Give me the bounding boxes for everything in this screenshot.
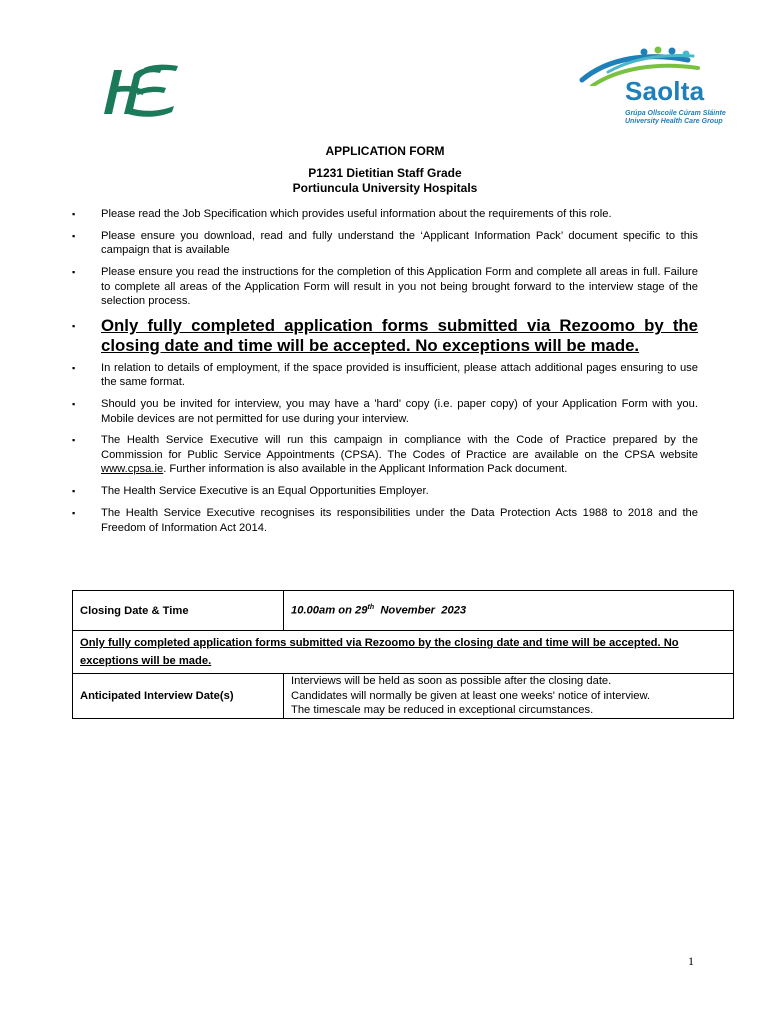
list-item: ▪ Please ensure you read the instructions for the completion of this Application Form and complete all areas in full. Failure to complete all areas of the Application Form will result in you not being brought forward to the interview stage of the selection process.	[72, 266, 698, 308]
closing-notice: Only fully completed application forms submitted via Rezoomo by the closing date and time will be accepted. No exceptions will be made.	[73, 631, 734, 674]
saolta-english-tagline: University Health Care Group	[625, 118, 723, 125]
bullet-square-icon: ▪	[72, 398, 76, 409]
interview-date-value: Interviews will be held as soon as possible after the closing date. Candidates will normally be given at least one weeks' notice of interview. The timescale may be reduced in exceptional circumstances.	[284, 674, 734, 719]
list-item: ▪ Should you be invited for interview, you may have a 'hard' copy (i.e. paper copy) of your Application Form with you. Mobile devices are not permitted for use during your interview.	[72, 397, 698, 425]
bullet-square-icon: ▪	[72, 209, 76, 219]
table-row	[73, 674, 734, 719]
saolta-logo	[578, 46, 738, 130]
list-item: ▪ The Health Service Executive is an Equal Opportunities Employer.	[72, 485, 429, 498]
closing-date-label: Closing Date & Time	[73, 591, 284, 631]
hse-logo	[104, 64, 178, 118]
list-item: ▪ The Health Service Executive will run this campaign in compliance with the Code of Practice prepared by the Commission for Public Service Appointments (CPSA). The Codes of Practice are available on the CPSA website www.cpsa.ie. Further information is also available in the Applicant Information Pack document.	[72, 434, 698, 476]
instructions-list	[72, 207, 698, 542]
bullet-square-icon: ▪	[72, 435, 76, 446]
saolta-irish-tagline: Grúpa Ollscoile Cúram Sláinte	[625, 110, 726, 117]
cpsa-link[interactable]: www.cpsa.ie	[101, 463, 164, 476]
table-row	[73, 631, 734, 674]
list-item: ▪ Please read the Job Specification which provides useful information about the requirements of this role.	[72, 208, 612, 220]
hospital-name: Portiuncula University Hospitals	[292, 181, 478, 195]
page-number: 1	[688, 954, 694, 968]
bullet-square-icon: ▪	[72, 486, 76, 497]
post-title: P1231 Dietitian Staff Grade	[308, 166, 462, 180]
bullet-square-icon: ▪	[72, 362, 76, 373]
list-item: ▪ Please ensure you download, read and fully understand the ‘Applicant Information Pack’ document specific to this campaign that is available	[72, 229, 698, 257]
list-item-important: ▪ Only fully completed application forms submitted via Rezoomo by the closing date and time will be accepted. No exceptions will be made.	[72, 316, 698, 355]
interview-date-label: Anticipated Interview Date(s)	[73, 674, 284, 719]
list-item: ▪ In relation to details of employment, if the space provided is insufficient, please attach additional pages ensuring to use the same format.	[72, 361, 698, 389]
bullet-square-icon: ▪	[72, 267, 76, 278]
form-title: APPLICATION FORM	[325, 144, 445, 158]
list-item: ▪ The Health Service Executive recognises its responsibilities under the Data Protection Acts 1988 to 2018 and the Freedom of Information Act 2014.	[72, 507, 698, 534]
dates-table	[72, 590, 734, 719]
closing-date-value: 10.00am on 29th November 2023	[284, 591, 734, 631]
table-row	[73, 591, 734, 631]
bullet-square-icon: ▪	[72, 230, 76, 241]
bullet-square-icon: ▪	[72, 508, 76, 519]
saolta-wordmark: Saolta	[625, 76, 705, 106]
bullet-square-icon: ▪	[72, 321, 76, 332]
